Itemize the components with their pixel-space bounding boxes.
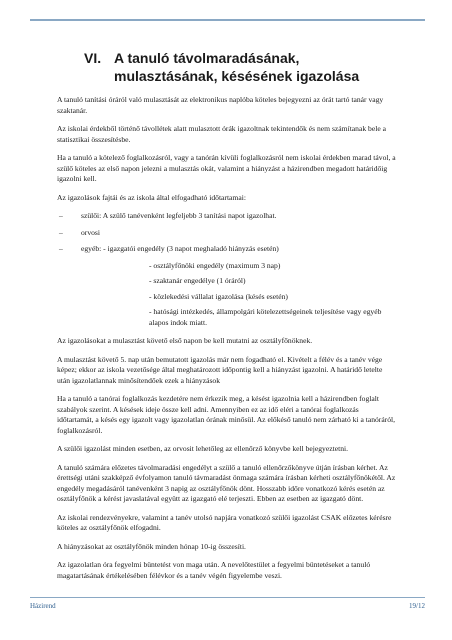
- paragraph: Ha a tanuló a tanórai foglalkozás kezdetére nem érkezik meg, a késést igazolnia kell a házirendben foglalt szabályok szerint. A késések ideje össze kell adni. Amennyiben ez az idő eléri a tanórai foglalkozás időtartamát, a késés egy igazolt vagy igazolatlan órának minősül. Az előkéső tanuló nem zárható ki a tanóráról, foglalkozásról.: [57, 394, 396, 435]
- list-item-text: orvosi: [81, 227, 100, 237]
- list-item-label: egyéb:: [81, 244, 104, 253]
- paragraph: Ha a tanuló a kötelező foglalkozásról, vagy a tanórán kívüli foglalkozásról nem iskolai érdekben marad távol, a szülő köteles az első napon jelezni a mulasztás okát, valamint a hiányzást a házirendben megadott határidőig igazolni kell.: [57, 153, 396, 183]
- paragraph: A szülői igazolást minden esetben, az orvosit lehetőleg az ellenőrző könyvbe kell bejegyeztetni.: [57, 444, 348, 453]
- paragraph: Az igazolatlan óra fegyelmi büntetést von maga után. A nevelőtestület a fegyelmi büntetéseket a tanuló magatartásának értékelésében félévkor és a tanév végén figyelembe veszi.: [57, 560, 371, 580]
- list-item-text: - igazgatói engedély (3 napot meghaladó hiányzás esetén): [103, 244, 279, 253]
- paragraph: A mulasztást követő 5. nap után bemutatott igazolás már nem fogadható el. Kivételt a félév és a tanév vége képez; ekkor az iskola vezetősége által meghatározott időpontig kell a hiányzást igazolni. A határidő letelte után igazolatlannak minősítendőek ezek a hiányzások: [57, 354, 383, 385]
- top-rule: [30, 19, 425, 21]
- document-body: [57, 95, 397, 589]
- paragraph: Az iskolai rendezvényekre, valamint a tanév utolsó napjára vonatkozó szülői igazolást CSAK előzetes kérésre köteles az osztályfőnök elfogadni.: [57, 512, 392, 532]
- list-item: [57, 228, 397, 239]
- paragraph: Az iskolai érdekből történő távollétek alatt mulasztott órák igazoltnak tekintendők és nem számítanak bele a statisztikai összesítésbe.: [57, 124, 386, 144]
- section-number: VI.: [84, 50, 102, 66]
- dash-bullet: –: [59, 244, 63, 253]
- paragraph: A tanuló tanítási óráról való mulasztását az elektronikus naplóba köteles bejegyezni az órát tartó tanár vagy szaktanár.: [57, 95, 384, 115]
- paragraph: A hiányzásokat az osztályfőnök minden hónap 10-ig összesíti.: [57, 541, 246, 551]
- list-item: [57, 244, 397, 255]
- sub-list-item: - osztályfőnöki engedély (maximum 3 nap): [149, 260, 281, 270]
- dash-bullet: –: [59, 211, 63, 220]
- paragraph: Az igazolásokat a mulasztást követő első napon be kell mutatni az osztályfőnöknek.: [57, 336, 313, 345]
- paragraph: Az igazolások fajtái és az iskola által elfogadható időtartamai:: [57, 192, 246, 202]
- footer-rule: [30, 597, 425, 598]
- footer-page-number: 19/12: [409, 602, 425, 610]
- list-item: [57, 211, 397, 222]
- list-item-text: szülői: A szülő tanévenként legfeljebb 3 tanítási napot igazolhat.: [81, 211, 277, 220]
- sub-list-item: - közlekedési vállalat igazolása (késés esetén): [149, 291, 288, 301]
- footer-document-name: Házirend: [30, 602, 56, 610]
- dash-bullet: –: [59, 227, 63, 237]
- section-title: A tanuló távolmaradásának, mulasztásának, késésének igazolása: [114, 50, 360, 84]
- paragraph: A tanuló számára előzetes távolmaradási engedélyt a szülő a tanuló ellenőrzőkönyve útján írásban kérhet. Az érettségi utáni szakképző évfolyamon tanuló távmaradást önmaga számára írásban kérheti osztályfőnökétől. Az engedély megadásáról tanévenként 3 napig az osztályfőnök dönt. Hosszabb időre vonatkozó kérés esetén az osztályfőnök a kérést javaslatával együtt az igazgató elé terjeszti. Ebben az esetben az igazgató dönt.: [57, 462, 396, 503]
- sub-list-item: - szaktanár engedélye (1 óráról): [149, 276, 246, 285]
- sub-list-item: - hatósági intézkedés, állampolgári kötelezettségeinek teljesítése vagy egyéb alapos indok miatt.: [149, 307, 382, 327]
